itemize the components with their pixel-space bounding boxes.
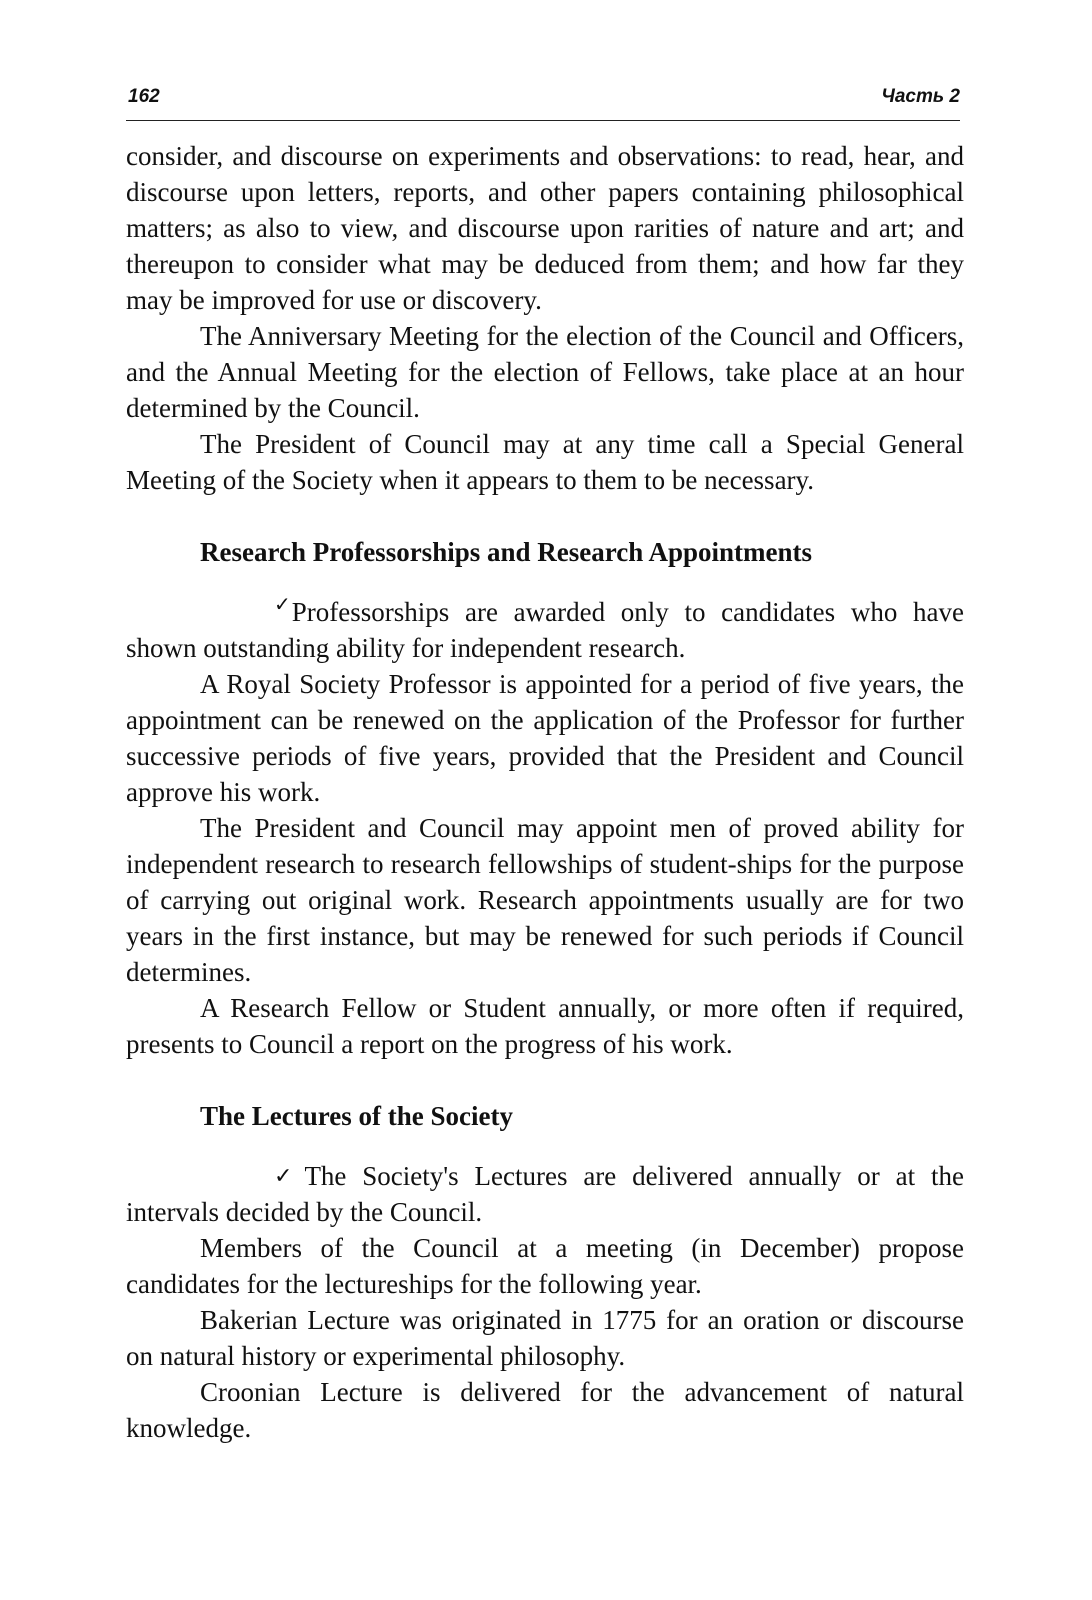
handwritten-checkmark-icon: ✓ — [274, 594, 291, 616]
paragraph-professorships — [126, 594, 964, 666]
paragraph-special-general-meeting: The President of Council may at any time call a Special General Meeting of the Society when it appears to them to be necessary. — [126, 429, 964, 495]
paragraph-bakerian-lecture: Bakerian Lecture was originated in 1775 for an oration or discourse on natural history or experimental philosophy. — [126, 1305, 964, 1371]
running-header — [126, 84, 960, 121]
paragraph-royal-society-professor: A Royal Society Professor is appointed for a period of five years, the appointment can be renewed on the application of the Professor for further successive periods of five years, provided that the President and Council approve his work. — [126, 669, 964, 807]
paragraph-research-fellowships: The President and Council may appoint men of proved ability for independent research to research fellowships of student-ships for the purpose of carrying out original work. Research appointments usually are for two years in the first instance, but may be renewed for such periods if Council determines. — [126, 813, 964, 987]
handwritten-checkmark-icon: ✓ — [274, 1163, 293, 1188]
paragraph-society-lectures-text: The Society's Lectures are delivered annually or at the intervals decided by the Council. — [126, 1161, 964, 1227]
paragraph-anniversary-meeting: The Anniversary Meeting for the election of the Council and Officers, and the Annual Meeting for the election of Fellows, take place at an hour determined by the Council. — [126, 321, 964, 423]
heading-lectures: The Lectures of the Society — [200, 1101, 513, 1131]
paragraph-research-fellow-report: A Research Fellow or Student annually, or more often if required, presents to Council a report on the progress of his work. — [126, 993, 964, 1059]
body-text — [126, 138, 964, 1446]
paragraph-croonian-lecture: Croonian Lecture is delivered for the advancement of natural knowledge. — [126, 1377, 964, 1443]
part-label: Часть 2 — [881, 86, 960, 107]
paragraph-council-members: Members of the Council at a meeting (in December) propose candidates for the lectureships for the following year. — [126, 1233, 964, 1299]
paragraph-continued: consider, and discourse on experiments and observations: to read, hear, and discourse upon letters, reports, and other papers containing philosophical matters; as also to view, and discourse upon rarities of nature and art; and thereupon to consider what may be deduced from them; and how far they may be improved for use or discovery. — [126, 141, 964, 315]
paragraph-professorships-text: Professorships are awarded only to candidates who have shown outstanding ability for independent research. — [126, 597, 964, 663]
paragraph-society-lectures — [126, 1158, 964, 1230]
page-number: 162 — [128, 86, 160, 107]
heading-research-professorships: Research Professorships and Research Appointments — [200, 537, 813, 567]
